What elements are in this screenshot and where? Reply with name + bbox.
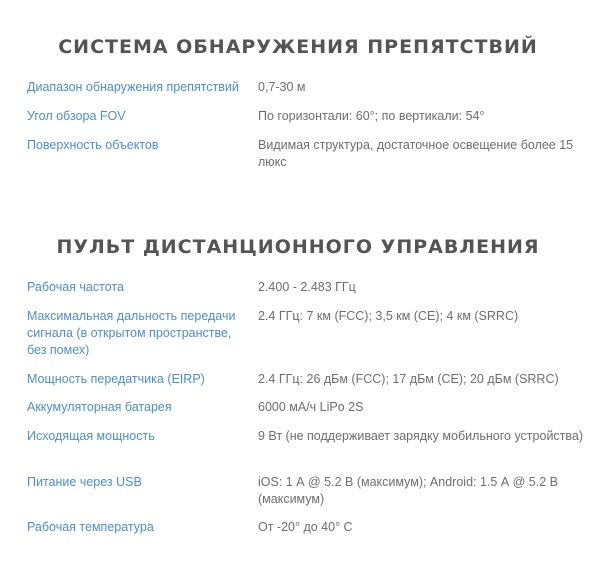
spec-value: 9 Вт (не поддерживает зарядку мобильного устройства) [258, 429, 584, 443]
spec-label: Питание через USB [27, 475, 142, 489]
spec-value: Видимая структура, достаточное освещение более 15 люкс [258, 138, 574, 169]
spec-value: 2.4 ГГц: 26 дБм (FCC); 17 дБм (CE); 20 дБм (SRRC) [258, 372, 559, 386]
spec-value: 6000 мА/ч LiPo 2S [258, 400, 364, 414]
spec-label: Мощность передатчика (EIRP) [27, 372, 205, 386]
spec-label: Поверхность объектов [27, 138, 159, 152]
spec-value: По горизонтали: 60°; по вертикали: 54° [258, 109, 485, 123]
section-title-obstacle-detection: СИСТЕМА ОБНАРУЖЕНИЯ ПРЕПЯТСТВИЙ [58, 36, 538, 58]
spec-label: Рабочая температура [27, 520, 154, 534]
spec-value: От -20° до 40° С [258, 520, 353, 534]
spec-label: Исходящая мощность [27, 429, 155, 443]
spec-label: Угол обзора FOV [27, 109, 126, 123]
spec-label: Максимальная дальность передачи сигнала (в открытом пространстве, без помех) [27, 309, 236, 357]
spec-label: Аккумуляторная батарея [27, 400, 172, 414]
spec-value: 2.400 - 2.483 ГГц [258, 280, 356, 294]
section-title-remote-controller: ПУЛЬТ ДИСТАНЦИОННОГО УПРАВЛЕНИЯ [56, 236, 540, 258]
spec-label: Диапазон обнаружения препятствий [27, 80, 239, 94]
spec-value: 0,7-30 м [258, 80, 306, 94]
spec-label: Рабочая частота [27, 280, 124, 294]
spec-value: iOS: 1 А @ 5.2 В (максимум); Android: 1.5 А @ 5.2 В (максимум) [258, 475, 558, 506]
spec-value: 2.4 ГГц: 7 км (FCC); 3,5 км (CE); 4 км (SRRC) [258, 309, 519, 323]
